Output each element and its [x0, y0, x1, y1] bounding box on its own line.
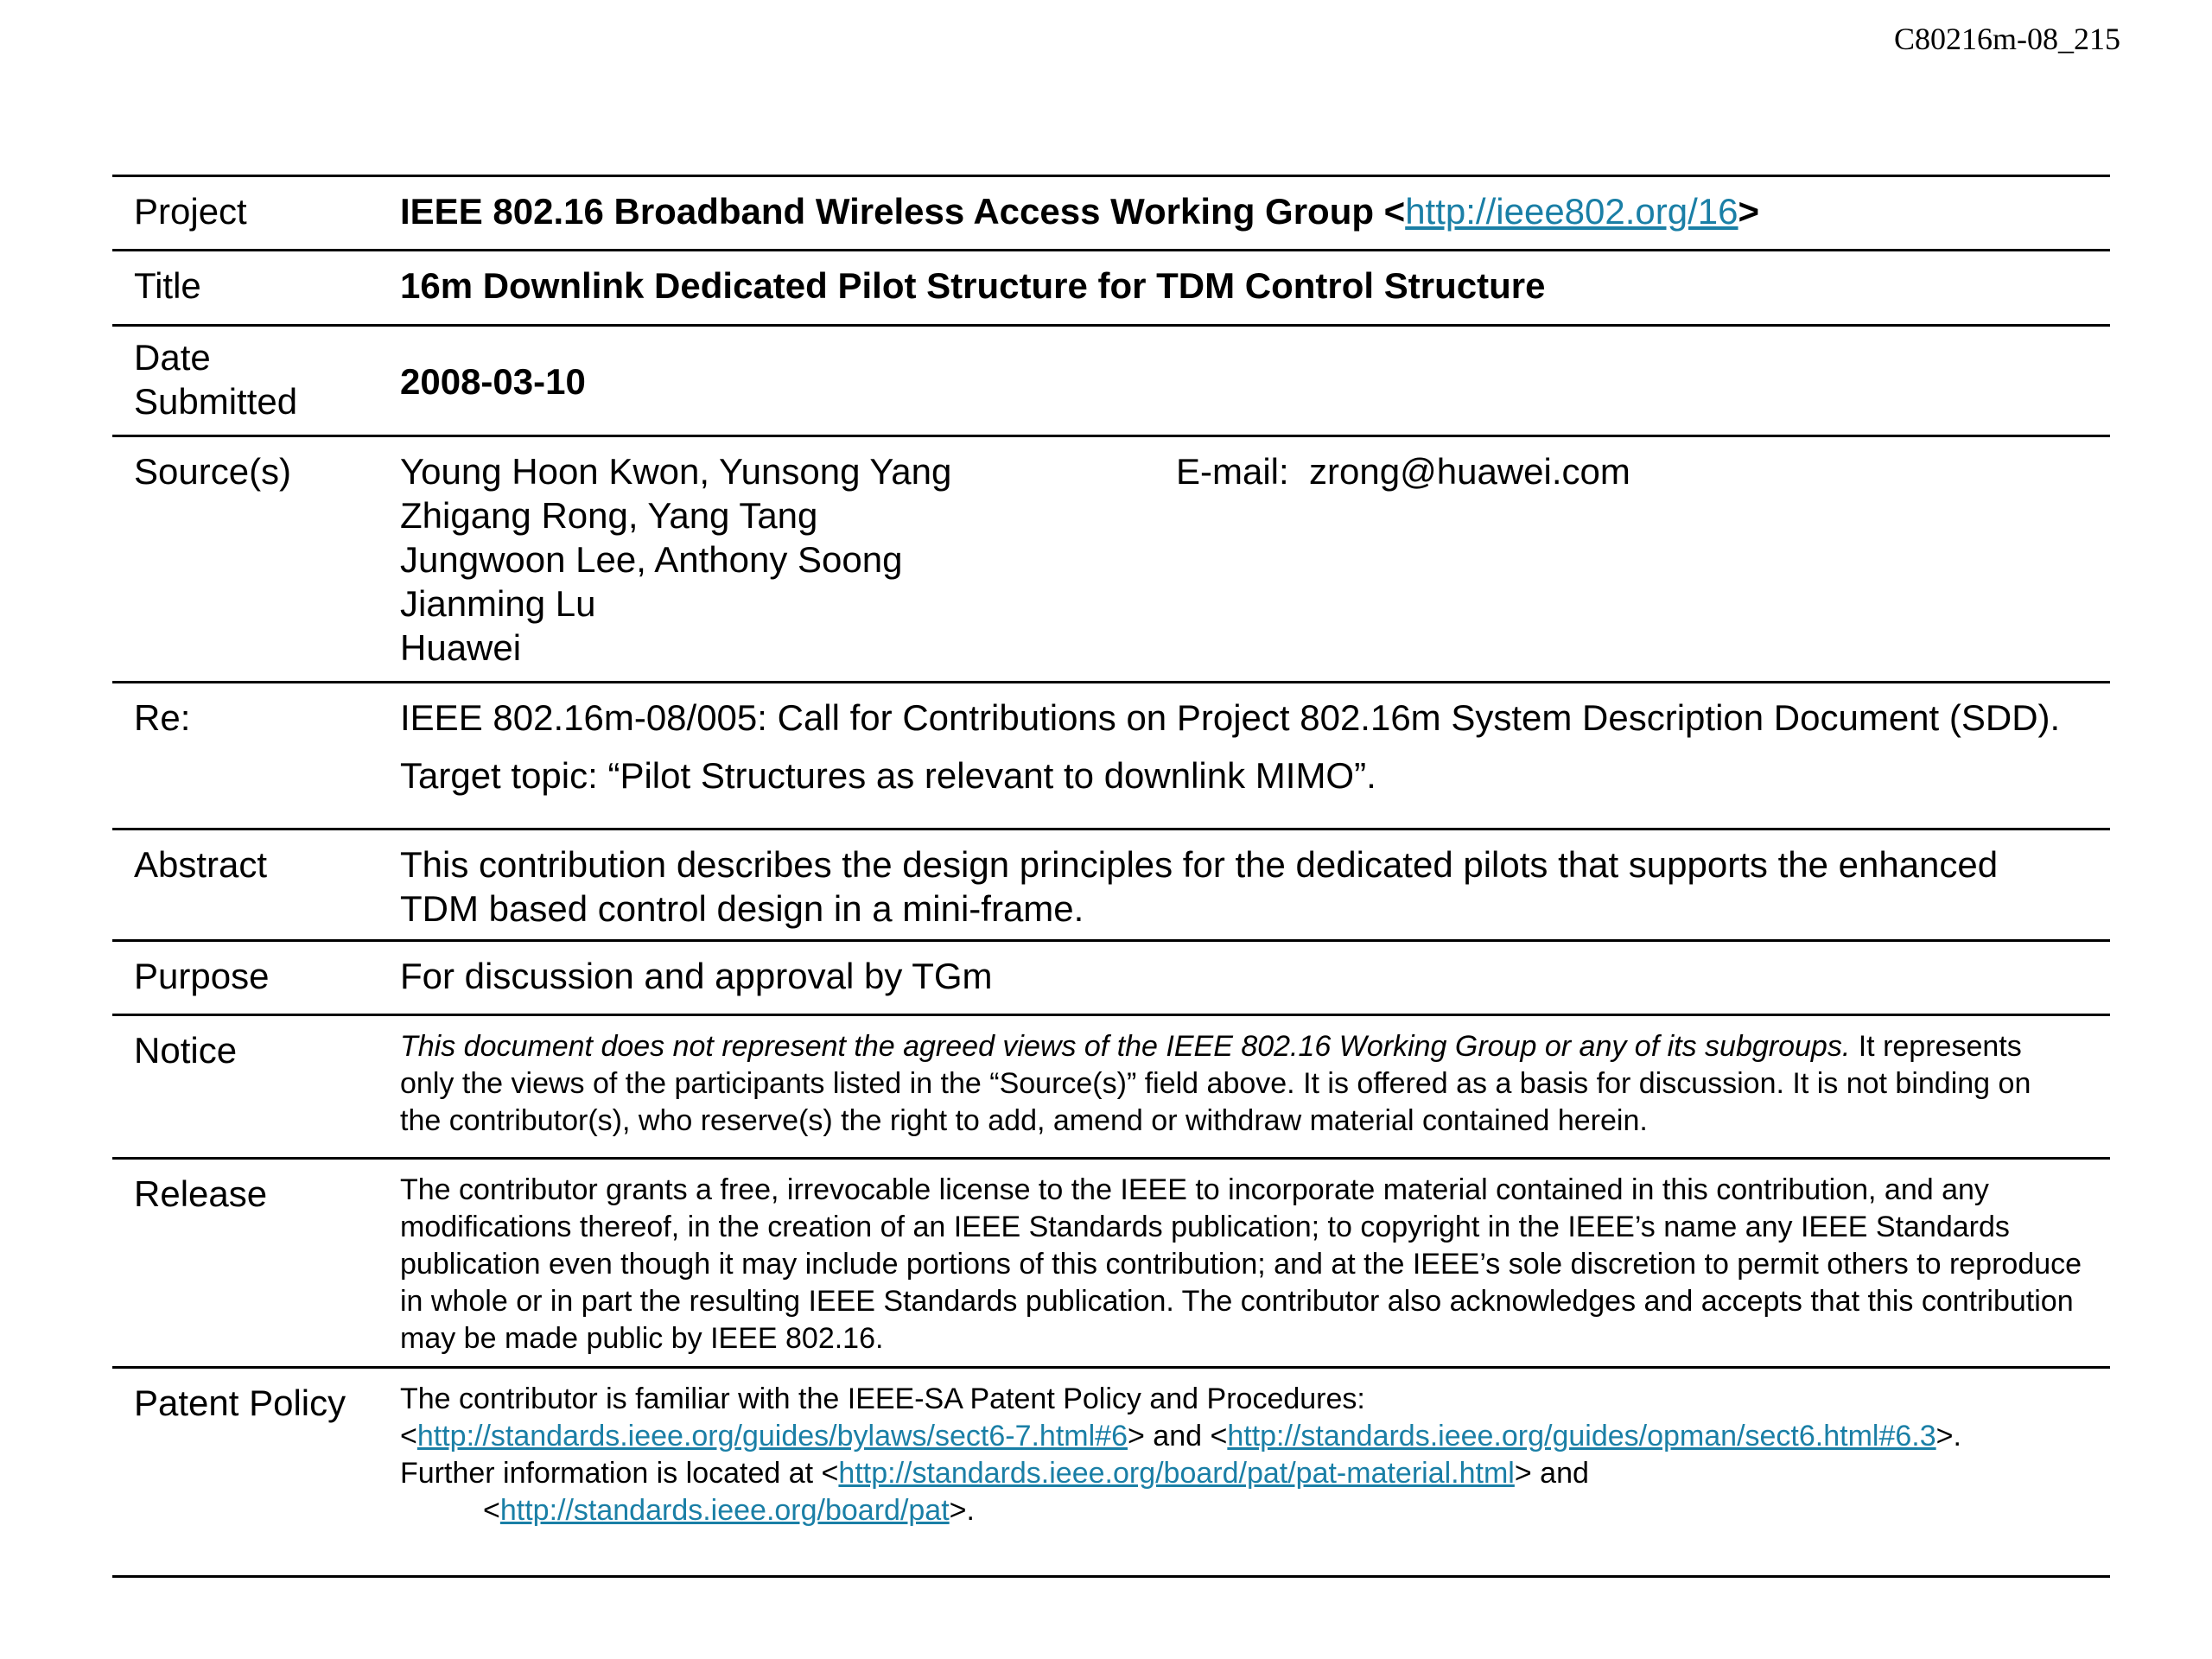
- patent-line2: [400, 1418, 2110, 1455]
- label-date: [112, 326, 400, 436]
- patent-line4: [400, 1492, 2110, 1529]
- notice-rest: It represents only the views of the participants listed in the “Source(s)” field above. It is offered as a basis for discussion. It is not binding on the contributor(s), who reserve(s) the right to add, amend or withdraw material contained herein.: [400, 1030, 2031, 1137]
- value-abstract: This contribution describes the design principles for the dedicated pilots that supports the enhanced TDM based control design in a mini-frame.: [400, 830, 2110, 941]
- row-sources: [112, 436, 2110, 683]
- source-name: Huawei: [400, 627, 522, 668]
- value-purpose: For discussion and approval by TGm: [400, 941, 2110, 1015]
- project-text: IEEE 802.16 Broadband Wireless Access Working Group <: [400, 191, 1406, 232]
- label-re: Re:: [112, 683, 400, 830]
- label-notice: Notice: [112, 1015, 400, 1159]
- email-address[interactable]: zrong@huawei.com: [1309, 451, 1630, 492]
- email-label: E-mail:: [1176, 451, 1289, 492]
- patent-link-opman[interactable]: http://standards.ieee.org/guides/opman/sect6.html#6.3: [1227, 1420, 1936, 1452]
- label-date-line1: Date: [134, 337, 211, 378]
- patent-end: >.: [1936, 1420, 1961, 1452]
- label-project: Project: [112, 176, 400, 251]
- source-email: [1176, 449, 1630, 670]
- patent-link-material[interactable]: http://standards.ieee.org/board/pat/pat-material.html: [838, 1457, 1515, 1490]
- source-names: [400, 449, 1176, 670]
- project-link[interactable]: http://ieee802.org/16: [1405, 191, 1738, 232]
- row-project: [112, 176, 2110, 251]
- row-title: [112, 251, 2110, 326]
- row-re: [112, 683, 2110, 830]
- source-name: Young Hoon Kwon, Yunsong Yang: [400, 451, 952, 492]
- label-release: Release: [112, 1159, 400, 1368]
- value-sources: [400, 436, 2110, 683]
- patent-line1: The contributor is familiar with the IEEE-SA Patent Policy and Procedures:: [400, 1382, 1365, 1415]
- value-project: [400, 176, 2110, 251]
- patent-link-bylaws[interactable]: http://standards.ieee.org/guides/bylaws/sect6-7.html#6: [416, 1420, 1128, 1452]
- value-release: The contributor grants a free, irrevocable license to the IEEE to incorporate material contained in this contribution, and any modifications thereof, in the creation of an IEEE Standards publication; to copyright in the IEEE’s name any IEEE Standards publication even though it may include portions of this contribution; and at the IEEE’s sole discretion to permit others to reproduce in whole or in part the resulting IEEE Standards publication. The contributor also acknowledges and accepts that this contribution may be made public by IEEE 802.16.: [400, 1159, 2110, 1368]
- source-name: Zhigang Rong, Yang Tang: [400, 495, 818, 536]
- row-notice: [112, 1015, 2110, 1159]
- cover-sheet-table: [112, 175, 2110, 1578]
- patent-and2: > and: [1514, 1457, 1589, 1490]
- row-date: [112, 326, 2110, 436]
- re-line1: IEEE 802.16m-08/005: Call for Contributions on Project 802.16m System Description Document (SDD).: [400, 697, 2061, 738]
- patent-link-board[interactable]: http://standards.ieee.org/board/pat: [499, 1494, 950, 1527]
- label-patent: Patent Policy: [112, 1368, 400, 1577]
- patent-line3: [400, 1455, 2110, 1492]
- document-id: C80216m-08_215: [1893, 22, 2120, 56]
- row-abstract: [112, 830, 2110, 941]
- label-sources: Source(s): [112, 436, 400, 683]
- patent-and: > and <: [1128, 1420, 1228, 1452]
- label-title: Title: [112, 251, 400, 326]
- value-notice: [400, 1015, 2110, 1159]
- row-release: [112, 1159, 2110, 1368]
- value-patent: [400, 1368, 2110, 1577]
- source-name: Jianming Lu: [400, 583, 596, 624]
- patent-further: Further information is located at <: [400, 1457, 839, 1490]
- value-date: 2008-03-10: [400, 326, 2110, 436]
- row-patent: [112, 1368, 2110, 1577]
- patent-end2: >.: [949, 1494, 975, 1527]
- source-name: Jungwoon Lee, Anthony Soong: [400, 539, 903, 580]
- value-title: 16m Downlink Dedicated Pilot Structure for TDM Control Structure: [400, 251, 2110, 326]
- notice-italic: This document does not represent the agreed views of the IEEE 802.16 Working Group or any of its subgroups.: [400, 1030, 1851, 1063]
- re-line2: Target topic: “Pilot Structures as relevant to downlink MIMO”.: [400, 755, 1376, 796]
- patent-lt2: <: [483, 1494, 500, 1527]
- value-re: [400, 683, 2110, 830]
- project-close: >: [1738, 191, 1760, 232]
- label-date-line2: Submitted: [134, 381, 298, 422]
- patent-lt: <: [400, 1420, 417, 1452]
- label-purpose: Purpose: [112, 941, 400, 1015]
- row-purpose: [112, 941, 2110, 1015]
- label-abstract: Abstract: [112, 830, 400, 941]
